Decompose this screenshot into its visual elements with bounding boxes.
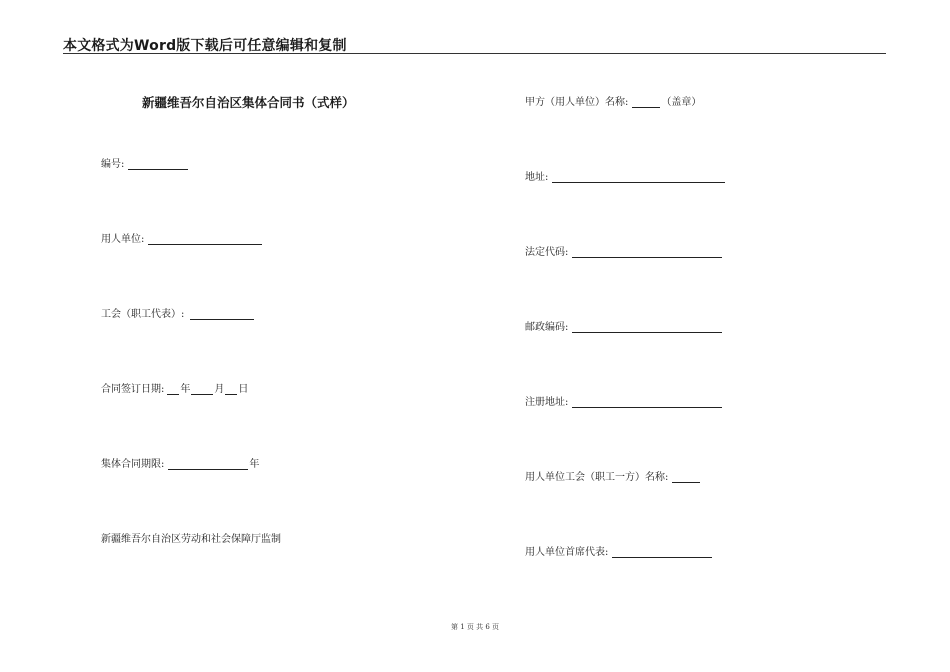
address-blank[interactable]	[552, 172, 725, 183]
party-a-blank[interactable]	[632, 97, 660, 108]
union-field	[101, 305, 255, 320]
legal-code-label: 法定代码:	[525, 247, 569, 258]
union-name-blank[interactable]	[672, 472, 700, 483]
term-label: 集体合同期限:	[101, 459, 165, 470]
union-name-label: 用人单位工会（职工一方）名称:	[525, 472, 669, 483]
sign-year-unit: 年	[180, 384, 191, 395]
party-a-label: 甲方（用人单位）名称:	[525, 97, 629, 108]
address-label: 地址:	[525, 172, 549, 183]
document-title: 新疆维吾尔自治区集体合同书（式样）	[142, 95, 355, 110]
postcode-field	[525, 318, 723, 333]
term-blank[interactable]	[168, 459, 248, 470]
address-field	[525, 168, 726, 183]
sign-year-blank[interactable]	[167, 384, 179, 395]
sign-day-blank[interactable]	[225, 384, 237, 395]
term-unit: 年	[249, 459, 260, 470]
union-blank[interactable]	[190, 309, 254, 320]
term-field	[101, 455, 259, 470]
union-name-field	[525, 468, 701, 483]
employer-blank[interactable]	[148, 234, 262, 245]
employer-field	[101, 230, 263, 245]
supervisor-line	[101, 530, 281, 545]
legal-code-blank[interactable]	[572, 247, 722, 258]
header-divider	[63, 53, 886, 54]
postcode-label: 邮政编码:	[525, 322, 569, 333]
chief-rep-label: 用人单位首席代表:	[525, 547, 609, 558]
employer-label: 用人单位:	[101, 234, 145, 245]
document-header: 本文格式为Word版下载后可任意编辑和复制	[63, 38, 347, 54]
number-field	[101, 155, 189, 170]
chief-rep-blank[interactable]	[612, 547, 712, 558]
number-label: 编号:	[101, 159, 125, 170]
sign-day-unit: 日	[238, 384, 249, 395]
party-a-seal: （盖章）	[661, 97, 702, 108]
sign-date-label: 合同签订日期:	[101, 384, 165, 395]
legal-code-field	[525, 243, 723, 258]
page-number: 第 1 页 共 6 页	[450, 623, 500, 631]
reg-address-field	[525, 393, 723, 408]
supervisor-text: 新疆维吾尔自治区劳动和社会保障厅监制	[101, 534, 281, 545]
sign-month-blank[interactable]	[191, 384, 213, 395]
union-label: 工会（职工代表）:	[101, 309, 185, 320]
party-a-field	[525, 93, 701, 108]
number-blank[interactable]	[128, 159, 188, 170]
chief-rep-field	[525, 543, 713, 558]
postcode-blank[interactable]	[572, 322, 722, 333]
sign-date-field	[101, 380, 248, 395]
sign-month-unit: 月	[214, 384, 225, 395]
reg-address-blank[interactable]	[572, 397, 722, 408]
reg-address-label: 注册地址:	[525, 397, 569, 408]
